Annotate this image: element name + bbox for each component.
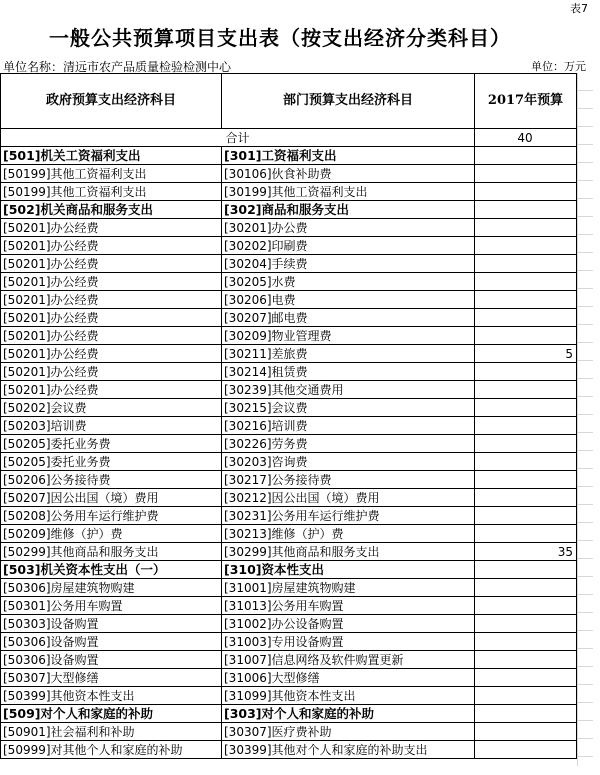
table-row (1, 615, 577, 633)
dept-subject-cell: [30207]邮电费 (222, 309, 475, 327)
total-row (1, 129, 577, 147)
dept-subject-cell: [31006]大型修缮 (222, 669, 475, 687)
dept-subject-cell: [30239]其他交通费用 (222, 381, 475, 399)
table-row (1, 435, 577, 453)
dept-subject-cell: [302]商品和服务支出 (222, 201, 475, 219)
gov-subject-cell: [50201]办公经费 (1, 237, 222, 255)
table-row (1, 399, 577, 417)
amount-cell (475, 363, 577, 381)
table-row (1, 327, 577, 345)
gov-subject-cell: [501]机关工资福利支出 (1, 147, 222, 165)
gov-subject-cell: [509]对个人和家庭的补助 (1, 705, 222, 723)
amount-cell (475, 417, 577, 435)
dept-subject-cell: [30211]差旅费 (222, 345, 475, 363)
dept-subject-cell: [31013]公务用车购置 (222, 597, 475, 615)
dept-subject-cell: [31002]办公设备购置 (222, 615, 475, 633)
dept-subject-cell: [30217]公务接待费 (222, 471, 475, 489)
gov-subject-cell: [50901]社会福利和补助 (1, 723, 222, 741)
amount-cell (475, 435, 577, 453)
table-row (1, 687, 577, 705)
table-row (1, 165, 577, 183)
dept-subject-cell: [30199]其他工资福利支出 (222, 183, 475, 201)
table-row (1, 597, 577, 615)
gov-subject-cell: [50299]其他商品和服务支出 (1, 543, 222, 561)
table-row (1, 237, 577, 255)
amount-cell (475, 381, 577, 399)
table-row (1, 183, 577, 201)
table-row (1, 651, 577, 669)
dept-subject-cell: [31003]专用设备购置 (222, 633, 475, 651)
amount-cell (475, 669, 577, 687)
category-row (1, 147, 577, 165)
column-header-gov: 政府预算支出经济科目 (1, 74, 222, 129)
gov-subject-cell: [503]机关资本性支出（一） (1, 561, 222, 579)
dept-subject-cell: [30202]印刷费 (222, 237, 475, 255)
total-value: 40 (475, 129, 577, 147)
gov-subject-cell: [50201]办公经费 (1, 363, 222, 381)
gov-subject-cell: [50199]其他工资福利支出 (1, 165, 222, 183)
column-header-budget: 2017年预算 (475, 74, 577, 129)
gov-subject-cell: [50208]公务用车运行维护费 (1, 507, 222, 525)
unit-label: 单位：万元 (531, 60, 586, 73)
amount-cell (475, 165, 577, 183)
gov-subject-cell: [50205]委托业务费 (1, 435, 222, 453)
gov-subject-cell: [50201]办公经费 (1, 327, 222, 345)
table-row (1, 633, 577, 651)
page-title: 一般公共预算项目支出表（按支出经济分类科目） (49, 26, 511, 50)
category-row (1, 705, 577, 723)
dept-subject-cell: [31007]信息网络及软件购置更新 (222, 651, 475, 669)
dept-subject-cell: [30209]物业管理费 (222, 327, 475, 345)
amount-cell (475, 687, 577, 705)
amount-cell (475, 723, 577, 741)
total-label: 合计 (1, 129, 475, 147)
dept-subject-cell: [30203]咨询费 (222, 453, 475, 471)
amount-cell (475, 471, 577, 489)
dept-subject-cell: [31099]其他资本性支出 (222, 687, 475, 705)
gov-subject-cell: [50999]对其他个人和家庭的补助 (1, 741, 222, 759)
table-row (1, 669, 577, 687)
dept-subject-cell: [303]对个人和家庭的补助 (222, 705, 475, 723)
amount-cell (475, 579, 577, 597)
gov-subject-cell: [50306]设备购置 (1, 633, 222, 651)
dept-subject-cell: [30205]水费 (222, 273, 475, 291)
dept-subject-cell: [30213]维修（护）费 (222, 525, 475, 543)
unit-name: 单位名称：清远市农产品质量检验检测中心 (3, 60, 232, 74)
gov-subject-cell: [50206]公务接待费 (1, 471, 222, 489)
dept-subject-cell: [310]资本性支出 (222, 561, 475, 579)
gov-subject-cell: [50205]委托业务费 (1, 453, 222, 471)
table-row (1, 489, 577, 507)
amount-cell (475, 741, 577, 759)
table-row (1, 291, 577, 309)
amount-cell (475, 525, 577, 543)
amount-cell (475, 327, 577, 345)
table-row (1, 507, 577, 525)
gov-subject-cell: [50306]设备购置 (1, 651, 222, 669)
amount-cell (475, 255, 577, 273)
amount-cell (475, 183, 577, 201)
amount-cell (475, 219, 577, 237)
dept-subject-cell: [30299]其他商品和服务支出 (222, 543, 475, 561)
sheet-extra-column (577, 73, 593, 766)
amount-cell (475, 201, 577, 219)
table-row (1, 525, 577, 543)
amount-cell (475, 399, 577, 417)
amount-cell: 5 (475, 345, 577, 363)
header-row (1, 74, 577, 129)
dept-subject-cell: [30206]电费 (222, 291, 475, 309)
table-row (1, 741, 577, 759)
amount-cell: 35 (475, 543, 577, 561)
gov-subject-cell: [50202]会议费 (1, 399, 222, 417)
amount-cell (475, 309, 577, 327)
table-row (1, 471, 577, 489)
amount-cell (475, 273, 577, 291)
gov-subject-cell: [50303]设备购置 (1, 615, 222, 633)
gov-subject-cell: [50201]办公经费 (1, 291, 222, 309)
gov-subject-cell: [50306]房屋建筑物购建 (1, 579, 222, 597)
gov-subject-cell: [50201]办公经费 (1, 309, 222, 327)
amount-cell (475, 651, 577, 669)
dept-subject-cell: [30231]公务用车运行维护费 (222, 507, 475, 525)
table-row (1, 273, 577, 291)
category-row (1, 201, 577, 219)
amount-cell (475, 489, 577, 507)
dept-subject-cell: [30201]办公费 (222, 219, 475, 237)
table-row (1, 255, 577, 273)
table-row (1, 543, 577, 561)
table-row (1, 723, 577, 741)
table-row (1, 345, 577, 363)
dept-subject-cell: [30307]医疗费补助 (222, 723, 475, 741)
dept-subject-cell: [30215]会议费 (222, 399, 475, 417)
table-row (1, 381, 577, 399)
amount-cell (475, 633, 577, 651)
gov-subject-cell: [502]机关商品和服务支出 (1, 201, 222, 219)
gov-subject-cell: [50201]办公经费 (1, 345, 222, 363)
table-number: 表7 (570, 2, 588, 15)
amount-cell (475, 147, 577, 165)
dept-subject-cell: [30226]劳务费 (222, 435, 475, 453)
table-row (1, 417, 577, 435)
amount-cell (475, 561, 577, 579)
gov-subject-cell: [50199]其他工资福利支出 (1, 183, 222, 201)
budget-table-container (0, 73, 592, 766)
column-header-dept: 部门预算支出经济科目 (222, 74, 475, 129)
gov-subject-cell: [50209]维修（护）费 (1, 525, 222, 543)
gov-subject-cell: [50301]公务用车购置 (1, 597, 222, 615)
dept-subject-cell: [30399]其他对个人和家庭的补助支出 (222, 741, 475, 759)
table-row (1, 453, 577, 471)
gov-subject-cell: [50399]其他资本性支出 (1, 687, 222, 705)
amount-cell (475, 507, 577, 525)
gov-subject-cell: [50207]因公出国（境）费用 (1, 489, 222, 507)
table-row (1, 219, 577, 237)
table-row (1, 579, 577, 597)
gov-subject-cell: [50201]办公经费 (1, 219, 222, 237)
dept-subject-cell: [30216]培训费 (222, 417, 475, 435)
gov-subject-cell: [50307]大型修缮 (1, 669, 222, 687)
amount-cell (475, 597, 577, 615)
table-row (1, 309, 577, 327)
gov-subject-cell: [50201]办公经费 (1, 255, 222, 273)
table-row (1, 363, 577, 381)
amount-cell (475, 291, 577, 309)
budget-table (0, 73, 577, 759)
dept-subject-cell: [30212]因公出国（境）费用 (222, 489, 475, 507)
amount-cell (475, 237, 577, 255)
dept-subject-cell: [301]工资福利支出 (222, 147, 475, 165)
category-row (1, 561, 577, 579)
dept-subject-cell: [30204]手续费 (222, 255, 475, 273)
amount-cell (475, 615, 577, 633)
gov-subject-cell: [50203]培训费 (1, 417, 222, 435)
dept-subject-cell: [31001]房屋建筑物购建 (222, 579, 475, 597)
gov-subject-cell: [50201]办公经费 (1, 381, 222, 399)
dept-subject-cell: [30106]伙食补助费 (222, 165, 475, 183)
dept-subject-cell: [30214]租赁费 (222, 363, 475, 381)
gov-subject-cell: [50201]办公经费 (1, 273, 222, 291)
amount-cell (475, 705, 577, 723)
amount-cell (475, 453, 577, 471)
